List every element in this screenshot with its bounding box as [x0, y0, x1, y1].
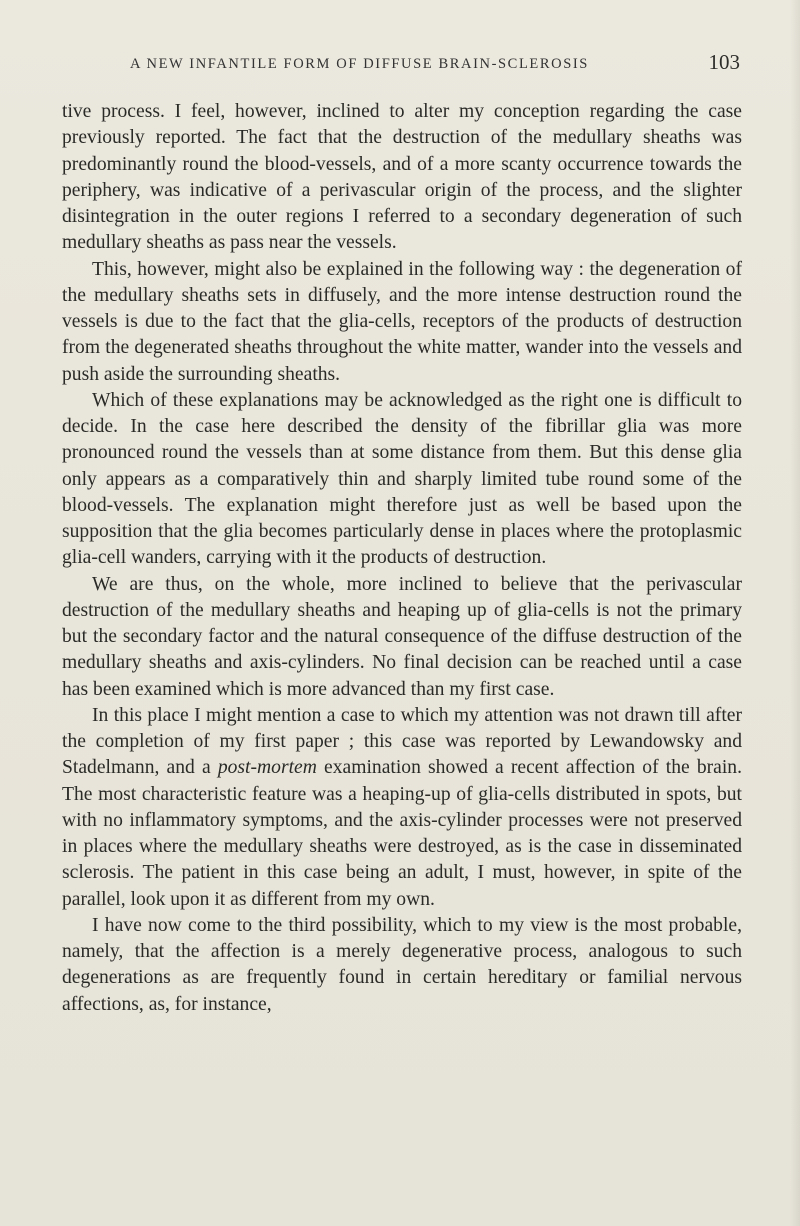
paragraph-3: Which of these explanations may be acknowledged as the right one is difficult to decide. In the case here described the density of the fibrillar glia was more pronounced round the vessels than at some distance from them. But this dense glia only appears as a comparatively thin and sharply limited tube round some of the blood-vessels. The explanation might therefore just as well be based upon the supposition that the glia becomes particularly dense in places where the protoplasmic glia-cell wanders, carrying with it the products of destruction. — [62, 389, 742, 569]
paragraph-6: I have now come to the third possibility, which to my view is the most probable, namely, that the affection is a merely degenerative process, analogous to such degenerations as are frequently found in certain hereditary or familial nervous affections, as, for instance, — [62, 914, 742, 1015]
paragraph-5 — [62, 703, 742, 913]
page-edge-shadow — [790, 0, 800, 1226]
running-title: A NEW INFANTILE FORM OF DIFFUSE BRAIN-SCLEROSIS — [130, 56, 589, 72]
paragraph-5-text-before: In this place I might mention a case to which my attention was not drawn till after the completion of my first paper ; this case was reported by Lewandowsky and Stadelmann, and a — [62, 704, 742, 779]
paragraph-5-italic-term: post-mortem — [217, 757, 317, 779]
paragraph-4: We are thus, on the whole, more inclined to believe that the perivascular destruction of the medullary sheaths and heaping up of glia-cells is not the primary but the secondary factor and the natural consequence of the diffuse destruction of the medullary sheaths and axis-cylinders. No final decision can be reached until a case has been examined which is more advanced than my first case. — [62, 573, 742, 700]
paragraph-5-text-after: examination showed a recent affection of the brain. The most characteristic feature was a heaping-up of glia-cells distributed in spots, but with no inflammatory symptoms, and the axis-cylinder processes were not preserved in places where the medullary sheaths were destroyed, as is the case in disseminated sclerosis. The patient in this case being an adult, I must, however, in spite of the parallel, look upon it as different from my own. — [62, 757, 742, 910]
paragraph-2: This, however, might also be explained in the following way : the degeneration of the medullary sheaths sets in diffusely, and the more intense destruction round the vessels is due to the fact that the glia-cells, receptors of the products of destruction from the degenerated sheaths throughout the white matter, wander into the vessels and push aside the surrounding sheaths. — [62, 258, 742, 385]
body-text — [62, 99, 742, 1018]
running-head — [130, 50, 740, 78]
page-number: 103 — [708, 50, 740, 74]
paragraph-1: tive process. I feel, however, inclined to alter my conception regarding the case previously reported. The fact that the destruction of the medullary sheaths was predominantly round the blood-vessels, and of a more scanty occurrence towards the periphery, was indicative of a perivascular origin of the process, and the slighter disintegration in the outer regions I referred to a secondary degeneration of such medullary sheaths as pass near the vessels. — [62, 101, 742, 254]
